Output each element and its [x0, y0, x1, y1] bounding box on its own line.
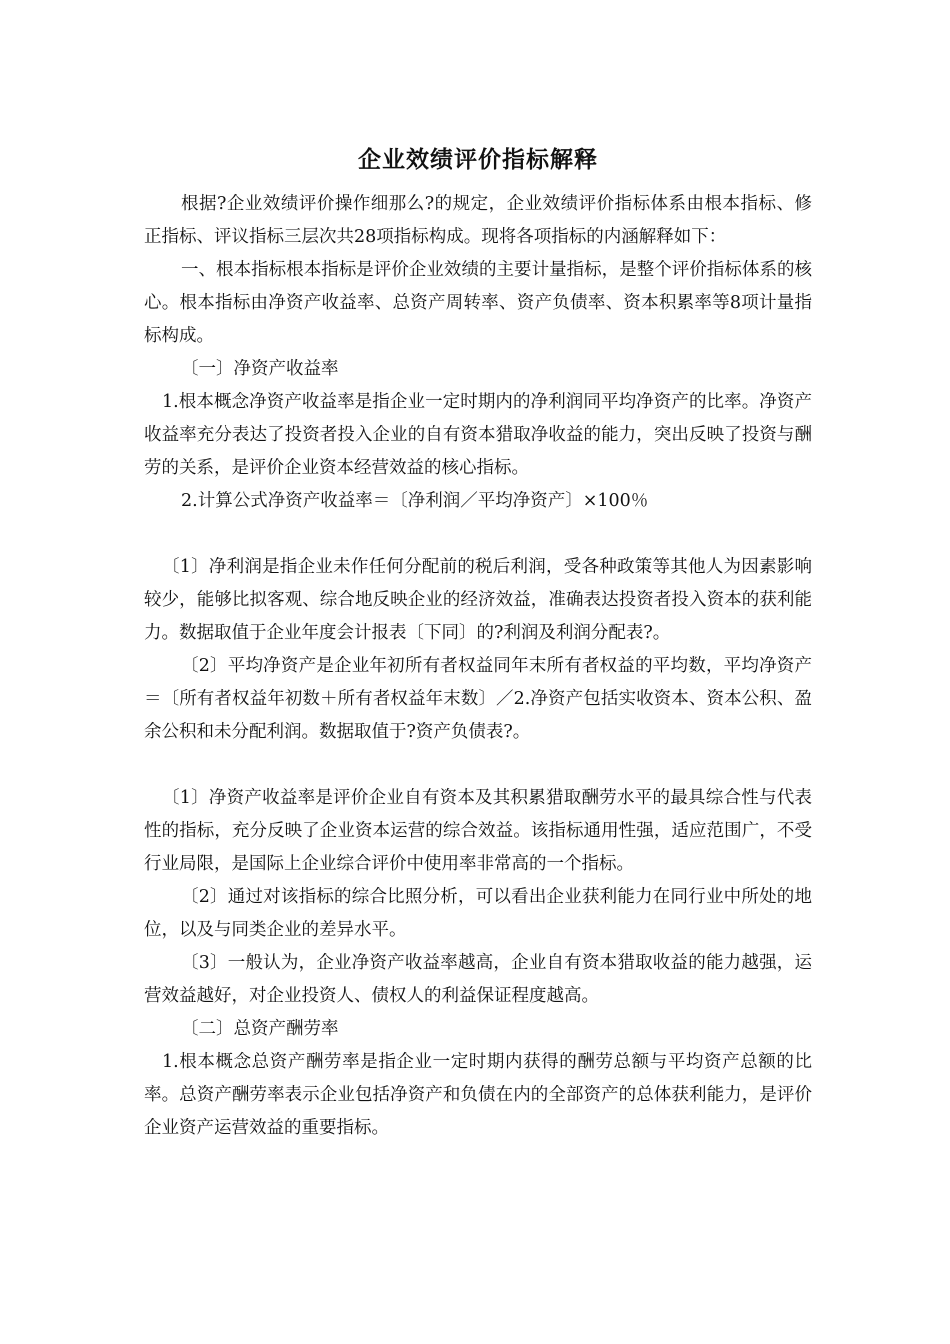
paragraph-average-net-assets: 〔2〕平均净资产是企业年初所有者权益同年末所有者权益的平均数，平均净资产＝〔所有者权益年初数＋所有者权益年末数〕／2.净资产包括实收资本、资本公积、盈余公积和未分配利润。数据取值于?资产负债表?。	[144, 656, 812, 742]
heading-roa: 〔二〕总资产酬劳率	[181, 1019, 339, 1039]
paragraph-intro: 根据?企业效绩评价操作细那么?的规定，企业效绩评价指标体系由根本指标、修正指标、评议指标三层次共28项指标构成。现将各项指标的内涵解释如下：	[144, 194, 812, 247]
paragraph-roe-significance-1: 〔1〕净资产收益率是评价企业自有资本及其积累猎取酬劳水平的最具综合性与代表性的指标，充分反映了企业资本运营的综合效益。该指标通用性强，适应范围广，不受行业局限，是国际上企业综合评价中使用率非常高的一个指标。	[144, 788, 812, 874]
document-title: 企业效绩评价指标解释	[358, 146, 598, 173]
paragraph-roe-significance-2: 〔2〕通过对该指标的综合比照分析，可以看出企业获利能力在同行业中所处的地位，以及与同类企业的差异水平。	[144, 887, 812, 940]
heading-roe: 〔一〕净资产收益率	[181, 359, 339, 379]
paragraph-roe-significance-3: 〔3〕一般认为，企业净资产收益率越高，企业自有资本猎取收益的能力越强，运营效益越好，对企业投资人、债权人的利益保证程度越高。	[144, 953, 812, 1006]
document-page	[144, 140, 812, 1145]
paragraph-basic-indicators: 一、根本指标根本指标是评价企业效绩的主要计量指标，是整个评价指标体系的核心。根本指标由净资产收益率、总资产周转率、资产负债率、资本积累率等8项计量指标构成。	[144, 260, 812, 346]
paragraph-roe-concept: 1.根本概念净资产收益率是指企业一定时期内的净利润同平均净资产的比率。净资产收益率充分表达了投资者投入企业的自有资本猎取净收益的能力，突出反映了投资与酬劳的关系，是评价企业资本经营效益的核心指标。	[144, 392, 812, 478]
blank-line	[144, 749, 812, 782]
paragraph-net-profit: 〔1〕净利润是指企业未作任何分配前的税后利润，受各种政策等其他人为因素影响较少，能够比拟客观、综合地反映企业的经济效益，准确表达投资者投入资本的获利能力。数据取值于企业年度会计报表〔下同〕的?利润及利润分配表?。	[144, 557, 812, 643]
blank-line	[144, 518, 812, 551]
paragraph-roe-formula: 2.计算公式净资产收益率＝〔净利润／平均净资产〕×100％	[181, 491, 649, 511]
paragraph-roa-concept: 1.根本概念总资产酬劳率是指企业一定时期内获得的酬劳总额与平均资产总额的比率。总资产酬劳率表示企业包括净资产和负债在内的全部资产的总体获利能力，是评价企业资产运营效益的重要指标。	[144, 1052, 812, 1138]
